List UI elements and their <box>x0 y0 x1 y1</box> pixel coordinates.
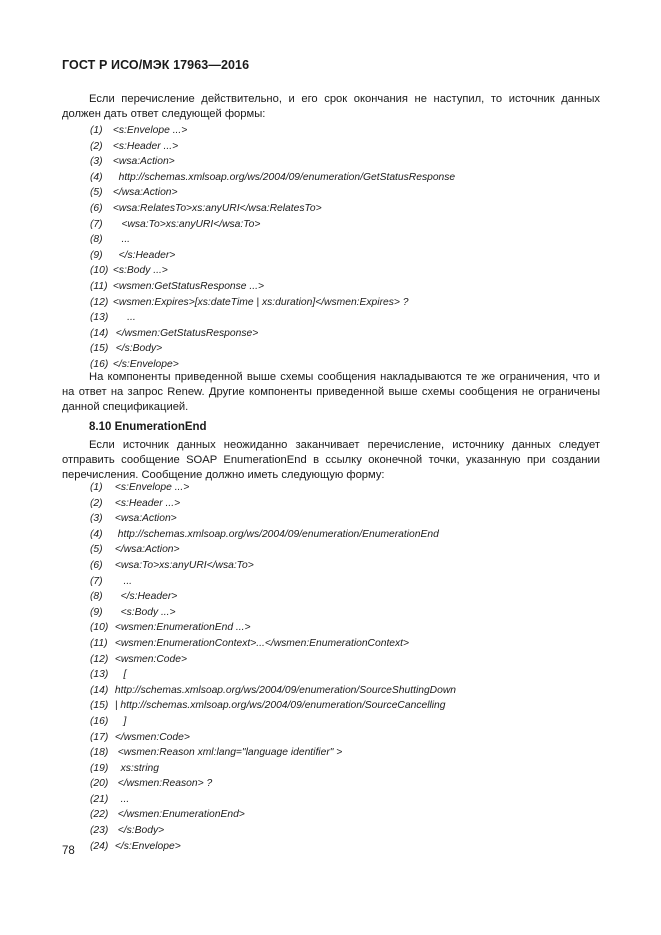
code-text: </s:Body> <box>114 825 165 837</box>
code-text: </wsmen:EnumerationEnd> <box>114 809 245 821</box>
code-line <box>90 542 456 558</box>
code-line <box>90 248 455 264</box>
line-number: (8) <box>90 591 103 603</box>
code-line <box>90 263 455 279</box>
code-block-enumerationend <box>90 480 456 854</box>
code-line <box>90 558 456 574</box>
intro-paragraph <box>62 92 600 122</box>
code-text: <s:Envelope ...> <box>112 125 188 136</box>
line-number: (16) <box>90 358 109 370</box>
code-line <box>90 652 456 668</box>
code-text: </s:Envelope> <box>114 840 181 852</box>
code-text: <s:Body ...> <box>112 265 168 277</box>
code-line <box>90 823 456 839</box>
code-text: ... <box>112 234 131 246</box>
code-line <box>90 574 456 590</box>
code-text: <s:Header ...> <box>114 497 181 509</box>
line-number: (7) <box>90 218 103 230</box>
code-text: | http://schemas.xmlsoap.org/ws/2004/09/enumeration/SourceCancelling <box>114 700 446 712</box>
code-text: </wsa:Action> <box>114 544 180 556</box>
code-text: ... <box>112 312 136 324</box>
line-number: (22) <box>90 809 109 821</box>
line-number: (12) <box>90 296 109 308</box>
code-text: <s:Header ...> <box>112 140 179 152</box>
line-number: (20) <box>90 778 109 790</box>
code-text: http://schemas.xmlsoap.org/ws/2004/09/enumeration/SourceShuttingDown <box>114 684 457 696</box>
code-text: ] <box>114 715 127 727</box>
line-number: (9) <box>90 249 103 261</box>
middle-paragraph-text: На компоненты приведенной выше схемы сообщения накладываются те же ограничения, что и на ответ на запрос Renew. Другие компоненты приведенной выше схемы сообщения не ограничены данной спецификацией. <box>62 371 600 413</box>
line-number: (1) <box>90 482 103 493</box>
line-number: (12) <box>90 653 109 665</box>
code-line <box>90 123 455 139</box>
code-line <box>90 636 456 652</box>
middle-paragraph <box>62 370 600 415</box>
line-number: (14) <box>90 327 109 339</box>
line-number: (18) <box>90 747 109 759</box>
line-number: (15) <box>90 700 109 712</box>
line-number: (10) <box>90 265 109 277</box>
code-line <box>90 605 456 621</box>
code-line <box>90 839 456 855</box>
line-number: (1) <box>90 125 103 136</box>
code-text: </wsmen:Code> <box>114 731 190 743</box>
code-text: http://schemas.xmlsoap.org/ws/2004/09/enumeration/EnumerationEnd <box>114 528 439 540</box>
code-text: </s:Envelope> <box>112 358 179 370</box>
line-number: (2) <box>90 497 103 509</box>
code-text: </s:Header> <box>114 591 178 603</box>
line-number: (16) <box>90 715 109 727</box>
line-number: (7) <box>90 575 103 587</box>
line-number: (4) <box>90 171 103 183</box>
code-line <box>90 139 455 155</box>
line-number: (19) <box>90 762 109 774</box>
code-line <box>90 232 455 248</box>
code-block-getstatusresponse <box>90 123 455 373</box>
intro-paragraph-text: Если перечисление действительно, и его срок окончания не наступил, то источник данных должен дать ответ следующей формы: <box>62 93 600 120</box>
code-text: <wsmen:EnumerationContext>...</wsmen:EnumerationContext> <box>114 637 410 649</box>
line-number: (6) <box>90 202 103 214</box>
line-number: (4) <box>90 528 103 540</box>
page-number: 78 <box>62 845 75 857</box>
code-text: <wsmen:EnumerationEnd ...> <box>114 622 251 634</box>
code-text: [ <box>114 669 127 681</box>
line-number: (21) <box>90 793 109 805</box>
document-header: ГОСТ Р ИСО/МЭК 17963—2016 <box>62 58 250 72</box>
code-line <box>90 683 456 699</box>
code-text: <s:Envelope ...> <box>114 482 190 493</box>
code-line <box>90 667 456 683</box>
code-text: <wsa:To>xs:anyURI</wsa:To> <box>114 559 254 571</box>
section-paragraph-text: Если источник данных неожиданно заканчивает перечисление, источнику данных следует отправить сообщение SOAP EnumerationEnd в ссылку оконечной точки, указанную при создании перечисления. Сообщение должно иметь следующую форму: <box>62 439 600 481</box>
code-line <box>90 496 456 512</box>
code-line <box>90 295 455 311</box>
code-text: <wsa:Action> <box>112 156 175 168</box>
line-number: (5) <box>90 544 103 556</box>
code-text: </wsmen:GetStatusResponse> <box>112 327 259 339</box>
code-line <box>90 480 456 496</box>
line-number: (10) <box>90 622 109 634</box>
code-line <box>90 326 455 342</box>
code-text: <wsmen:GetStatusResponse ...> <box>112 280 264 292</box>
code-text: </wsmen:Reason> ? <box>114 778 213 790</box>
line-number: (6) <box>90 559 103 571</box>
line-number: (2) <box>90 140 103 152</box>
line-number: (13) <box>90 312 109 324</box>
code-line <box>90 714 456 730</box>
code-text: </s:Body> <box>112 343 163 355</box>
code-line <box>90 807 456 823</box>
section-title: 8.10 EnumerationEnd <box>89 421 207 433</box>
code-line <box>90 310 455 326</box>
code-text: <wsa:RelatesTo>xs:anyURI</wsa:RelatesTo> <box>112 202 322 214</box>
code-line <box>90 185 455 201</box>
code-text: <wsmen:Code> <box>114 653 187 665</box>
code-line <box>90 341 455 357</box>
line-number: (5) <box>90 187 103 199</box>
code-line <box>90 170 455 186</box>
line-number: (24) <box>90 840 109 852</box>
code-line <box>90 730 456 746</box>
line-number: (9) <box>90 606 103 618</box>
code-text: <wsmen:Expires>[xs:dateTime | xs:duration]</wsmen:Expires> ? <box>112 296 409 308</box>
code-line <box>90 279 455 295</box>
code-line <box>90 745 456 761</box>
code-text: <wsa:Action> <box>114 513 177 525</box>
code-line <box>90 511 456 527</box>
code-text: </s:Header> <box>112 249 176 261</box>
code-text: <s:Body ...> <box>114 606 176 618</box>
code-text: http://schemas.xmlsoap.org/ws/2004/09/enumeration/GetStatusResponse <box>112 171 456 183</box>
code-line <box>90 761 456 777</box>
section-paragraph <box>62 438 600 483</box>
line-number: (13) <box>90 669 109 681</box>
line-number: (3) <box>90 156 103 168</box>
line-number: (23) <box>90 825 109 837</box>
line-number: (15) <box>90 343 109 355</box>
code-line <box>90 620 456 636</box>
code-line <box>90 527 456 543</box>
line-number: (17) <box>90 731 109 743</box>
line-number: (11) <box>90 280 108 292</box>
line-number: (3) <box>90 513 103 525</box>
code-text: ... <box>114 793 130 805</box>
code-text: <wsmen:Reason xml:lang="language identifier" > <box>114 747 343 759</box>
code-text: <wsa:To>xs:anyURI</wsa:To> <box>112 218 261 230</box>
code-text: ... <box>114 575 133 587</box>
line-number: (8) <box>90 234 103 246</box>
line-number: (11) <box>90 637 108 649</box>
code-line <box>90 217 455 233</box>
code-line <box>90 698 456 714</box>
code-line <box>90 154 455 170</box>
line-number: (14) <box>90 684 109 696</box>
code-line <box>90 792 456 808</box>
code-line <box>90 201 455 217</box>
code-text: xs:string <box>114 762 159 774</box>
code-line <box>90 776 456 792</box>
code-text: </wsa:Action> <box>112 187 178 199</box>
code-line <box>90 589 456 605</box>
